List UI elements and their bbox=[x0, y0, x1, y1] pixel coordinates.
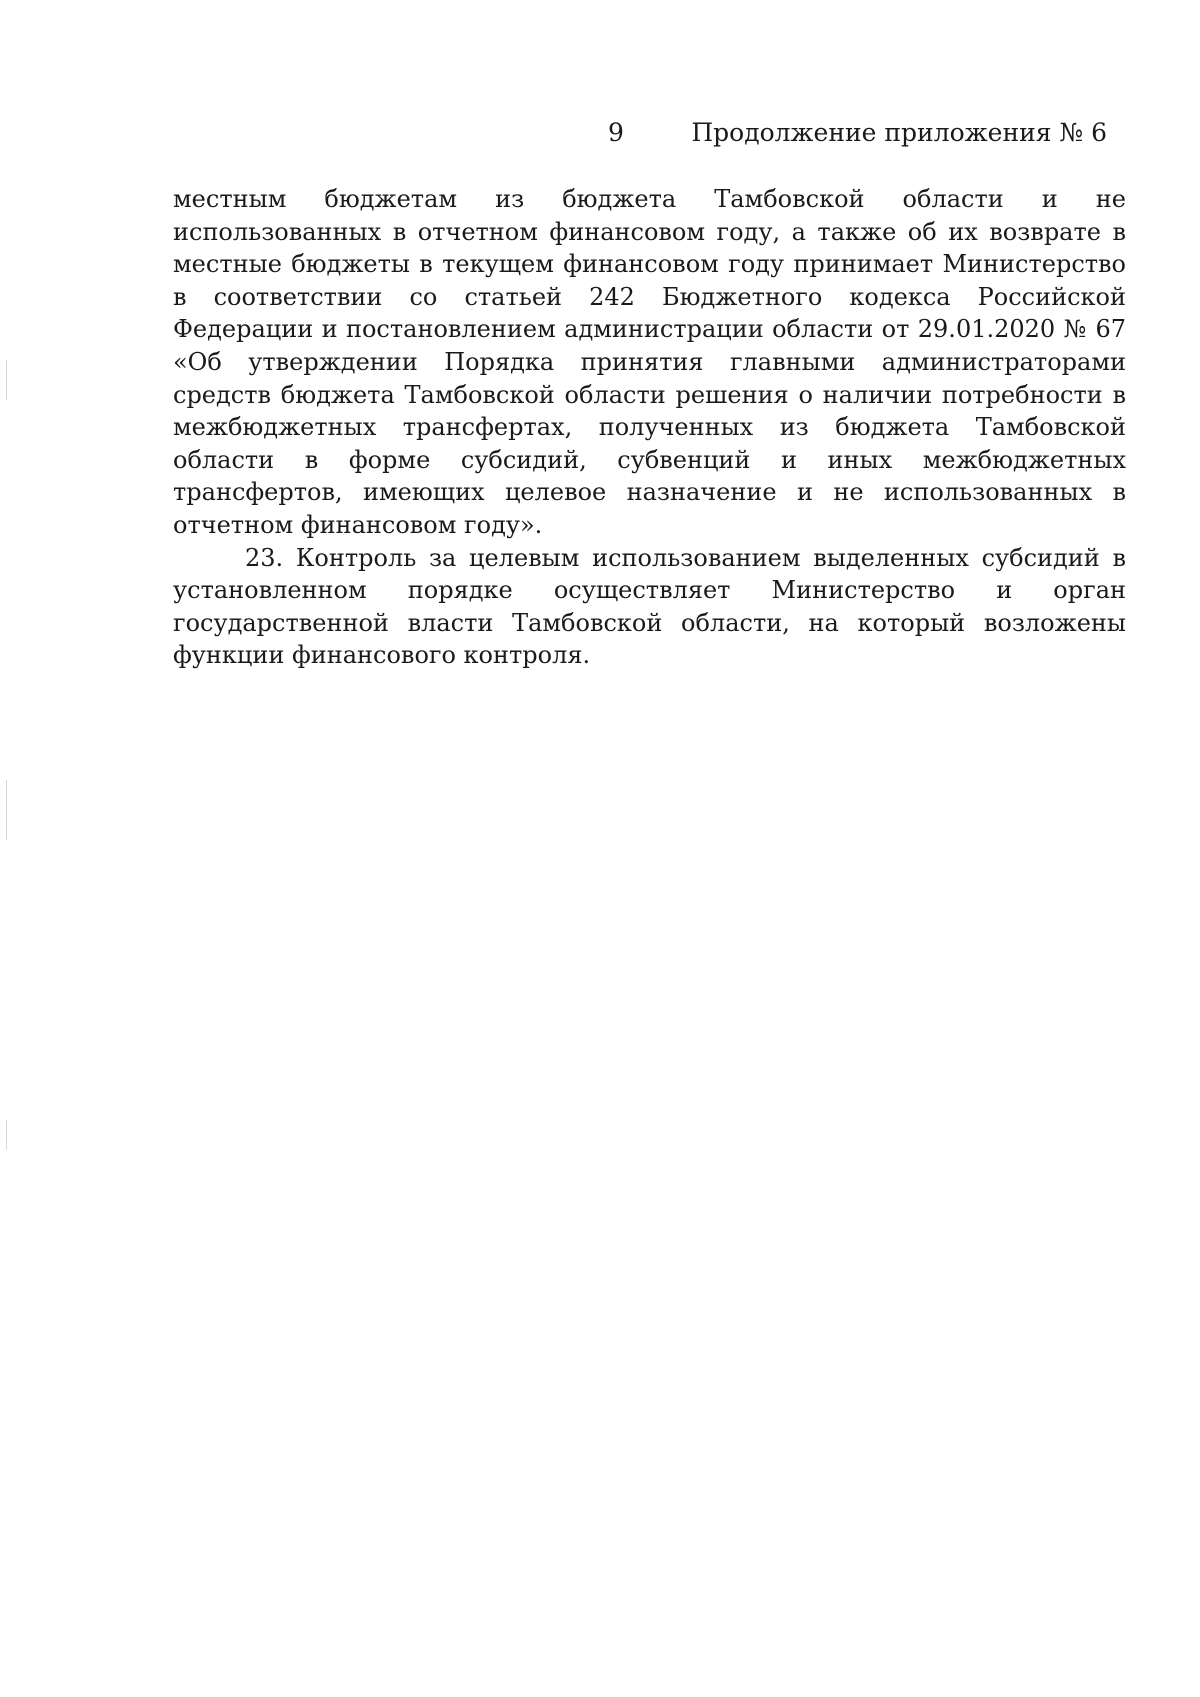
paragraph-continuation: местным бюджетам из бюджета Тамбовской области и не использованных в отчетном финансовом году, а также об их возврате в местные бюджеты в текущем финансовом году принимает Министерство в соответствии со статьей 242 Бюджетного кодекса Российской Федерации и постановлением администрации области от 29.01.2020 № 67 «Об утверждении Порядка принятия главными администраторами средств бюджета Тамбовской области решения о наличии потребности в межбюджетных трансфертах, полученных из бюджета Тамбовской области в форме субсидий, субвенций и иных межбюджетных трансфертов, имеющих целевое назначение и не использованных в отчетном финансовом году». bbox=[173, 185, 1126, 539]
appendix-label: Продолжение приложения № 6 bbox=[691, 118, 1107, 147]
scan-edge-mark bbox=[6, 360, 7, 400]
paragraph-item-23: 23. Контроль за целевым использованием выделенных субсидий в установленном порядке осуществляет Министерство и орган государственной власти Тамбовской области, на который возложены функции финансового контроля. bbox=[173, 543, 1126, 670]
scan-edge-mark bbox=[6, 780, 7, 840]
document-body bbox=[173, 183, 1126, 672]
page-number: 9 bbox=[608, 118, 624, 147]
scan-edge-mark bbox=[6, 1120, 7, 1150]
page-header bbox=[0, 118, 1200, 158]
